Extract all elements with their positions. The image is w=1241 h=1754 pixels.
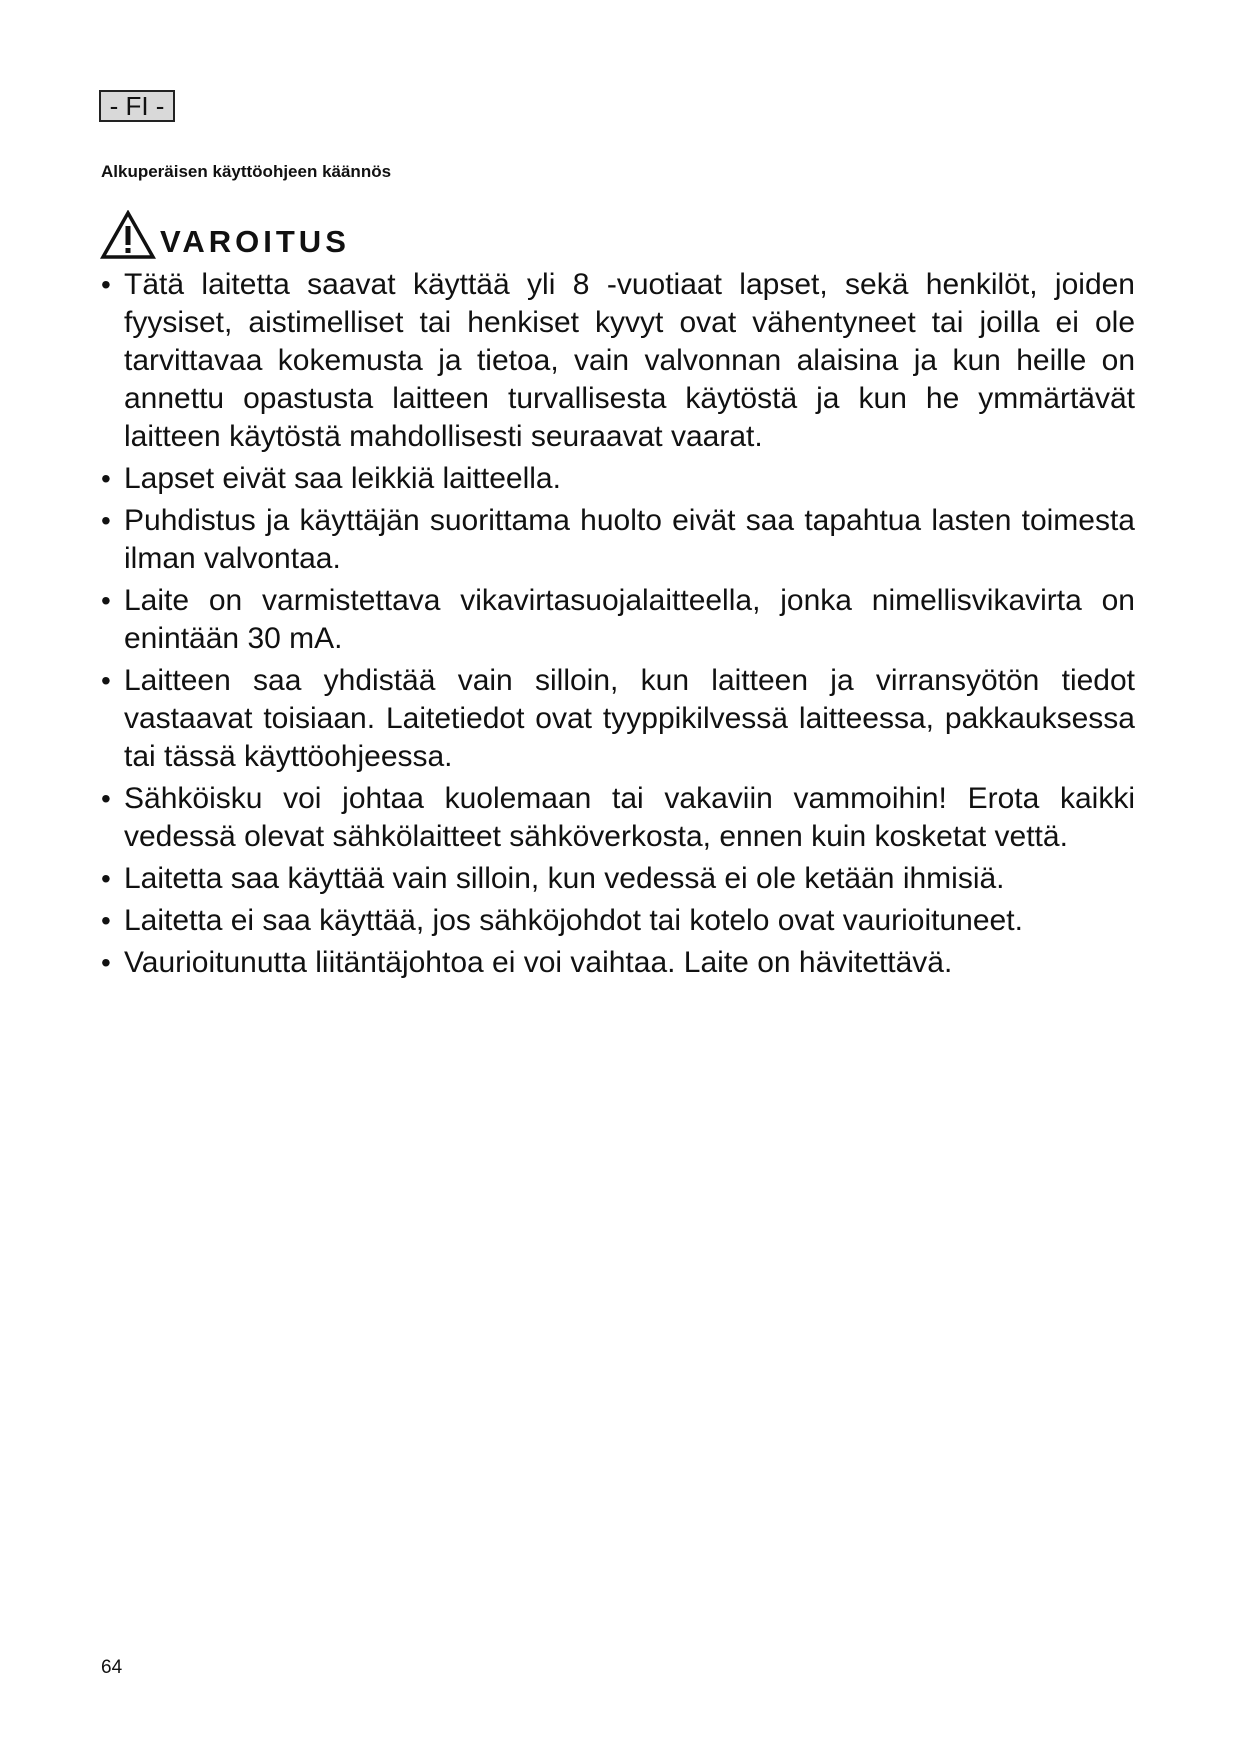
bullet-icon: •: [101, 665, 111, 696]
warning-item: • Vaurioitunutta liitäntäjohtoa ei voi vaihtaa. Laite on hävitettävä.: [100, 944, 1135, 982]
warning-list: [100, 266, 1135, 986]
warning-item: • Laitteen saa yhdistää vain silloin, kun laitteen ja virransyötön tiedot vastaavat toisiaan. Laitetiedot ovat tyyppikilvessä laitteessa, pakkauksessa tai tässä käyttöohjeessa.: [101, 664, 1135, 773]
bullet-icon: •: [101, 863, 111, 894]
warning-triangle-icon: [100, 210, 156, 260]
warning-item: • Laitetta saa käyttää vain silloin, kun vedessä ei ole ketään ihmisiä.: [100, 860, 1135, 898]
bullet-icon: •: [101, 783, 111, 814]
bullet-icon: •: [101, 505, 111, 536]
warning-heading: [100, 205, 350, 260]
warning-item: • Sähköisku voi johtaa kuolemaan tai vakaviin vammoihin! Erota kaikki vedessä olevat sähkölaitteet sähköverkosta, ennen kuin kosketat vettä.: [101, 782, 1135, 853]
warning-item: • Laitetta ei saa käyttää, jos sähköjohdot tai kotelo ovat vaurioituneet.: [100, 902, 1135, 940]
warning-item: • Laite on varmistettava vikavirtasuojalaitteella, jonka nimellisvikavirta on enintään 30 mA.: [101, 584, 1135, 655]
bullet-icon: •: [101, 585, 111, 616]
warning-item: • Tätä laitetta saavat käyttää yli 8 -vuotiaat lapset, sekä henkilöt, joiden fyysiset, aistimelliset tai henkiset kyvyt ovat vähentyneet tai joilla ei ole tarvittavaa kokemusta ja tietoa, vain valvonnan alaisina ja kun heille on annettu opastusta laitteen turvallisesta käytöstä ja kun he ymmärtävät laitteen käytöstä mahdollisesti seuraavat vaarat.: [101, 268, 1135, 453]
warning-title: VAROITUS: [160, 224, 350, 259]
page-number: 64: [101, 1657, 123, 1678]
warning-item: • Puhdistus ja käyttäjän suorittama huolto eivät saa tapahtua lasten toimesta ilman valvontaa.: [101, 504, 1135, 575]
language-badge: - FI -: [99, 90, 175, 122]
bullet-icon: •: [101, 269, 111, 300]
warning-item: • Lapset eivät saa leikkiä laitteella.: [100, 460, 1135, 498]
document-subtitle: Alkuperäisen käyttöohjeen käännös: [101, 162, 392, 181]
bullet-icon: •: [101, 947, 111, 978]
bullet-icon: •: [101, 905, 111, 936]
bullet-icon: •: [101, 463, 111, 494]
